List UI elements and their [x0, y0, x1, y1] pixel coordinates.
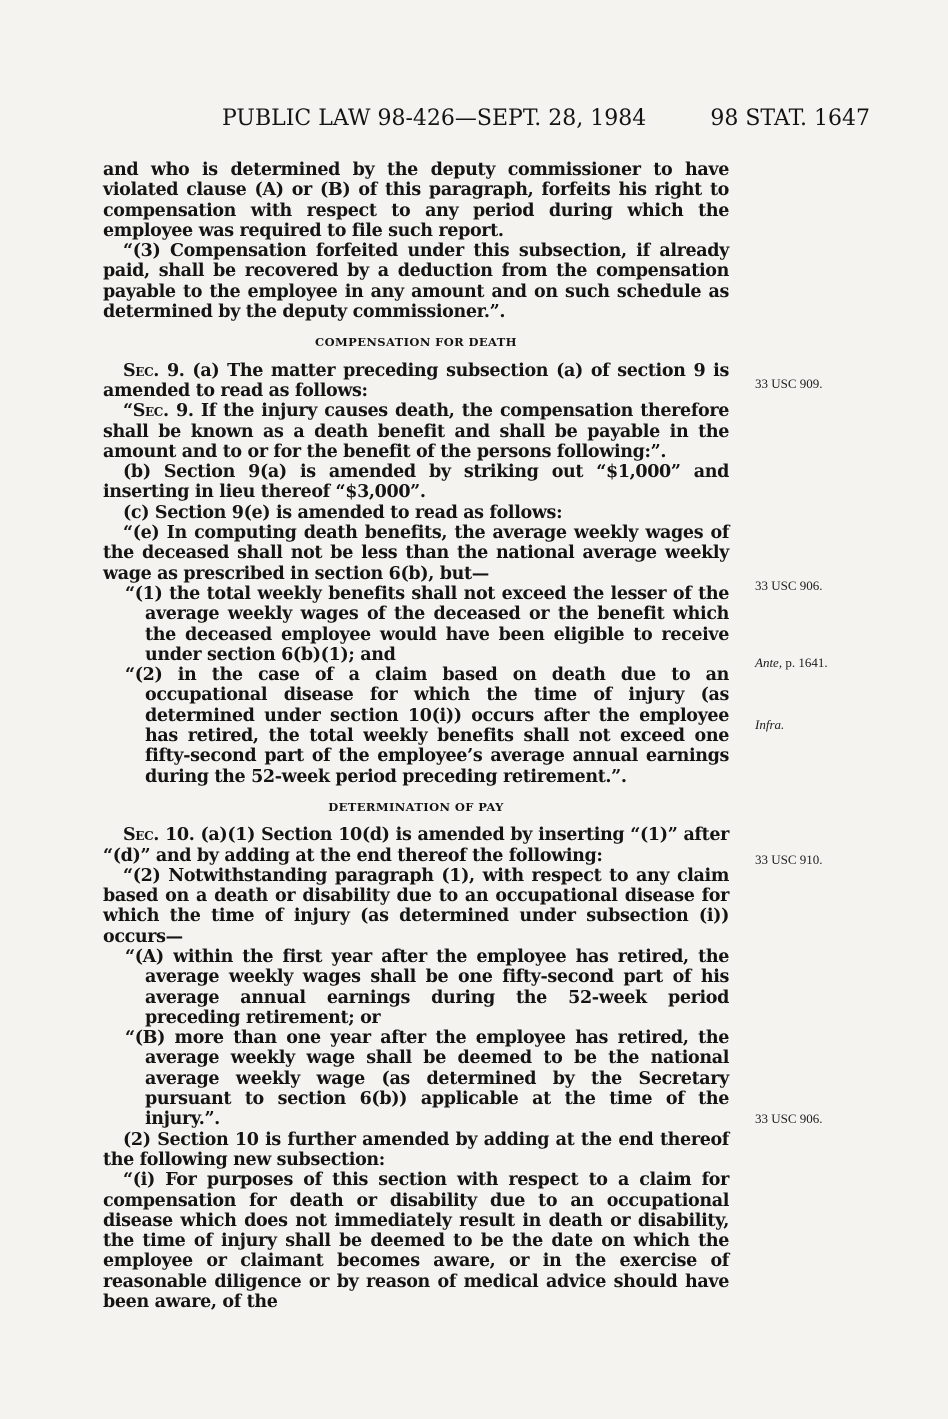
paragraph-sec-9-quoted — [103, 401, 729, 462]
paragraph-notwithstanding: “(2) Notwithstanding paragraph (1), with respect to any claim based on a death or disability due to an occupational disease for which the time of injury (as determined under subsection (i)) occurs— — [103, 865, 729, 947]
paragraph-subsection-i: “(i) For purposes of this section with respect to a claim for compensation for death or disability due to an occupational disease which does not immediately result in death or disability, the time of injury shall be deemed to be the date on which the employee or claimant becomes aware, or in the exercise of reasonable diligence or by reason of medical advice should have been aware, of the — [103, 1170, 729, 1313]
clause-1 — [125, 583, 729, 665]
ante-label: Ante, — [755, 655, 783, 670]
margin-note-ante — [755, 655, 828, 671]
sec-text: 9. (a) The matter preceding subsection (a) of section 9 is amended to read as follows: — [103, 360, 729, 401]
sec-text: 10. (a)(1) Section 10(d) is amended by inserting “(1)” after “(d)” and by adding at the end thereof the following: — [103, 825, 729, 866]
paragraph-continuation: and who is determined by the deputy commissioner to have violated clause (A) or (B) of this paragraph, forfeits his right to compensation with respect to any period during which the employee was required to file such report. — [103, 160, 729, 241]
paragraph-sec-10-2: (2) Section 10 is further amended by adding at the end thereof the following new subsection: — [103, 1129, 729, 1170]
margin-note-infra: Infra. — [755, 717, 785, 732]
running-head-title: PUBLIC LAW 98-426—SEPT. 28, 1984 — [222, 106, 647, 131]
margin-note-33-usc-906-b: 33 USC 906. — [755, 1111, 823, 1126]
sec-text: 9. If the injury causes death, the compensation therefore shall be known as a death benefit and shall be payable in the amount and to or for the benefit of the persons following:”. — [103, 401, 729, 462]
statute-body — [103, 160, 729, 1312]
ante-page: p. 1641. — [782, 655, 828, 670]
clause-2 — [125, 665, 729, 787]
margin-note-33-usc-910: 33 USC 910. — [755, 852, 823, 867]
clause-b — [125, 1028, 729, 1130]
paragraph-sec-9c: (c) Section 9(e) is amended to read as follows: — [123, 502, 563, 523]
clause-text: “(2) in the case of a claim based on death due to an occupational disease for which the time of injury (as determined under section 10(i)) occurs after the employee has retired, the total weekly benefits shall not exceed one fifty-second part of the employee’s average annual earnings during the 52-week period preceding retirement.”. — [125, 665, 729, 787]
clause-text: “(1) the total weekly benefits shall not exceed the lesser of the average weekly wages of the deceased or the benefit which the deceased employee would have been eligible to receive under section 6(b)(1); and — [125, 583, 729, 665]
margin-note-33-usc-906: 33 USC 906. — [755, 578, 823, 593]
sec-label: Sec. — [132, 401, 169, 422]
open-quote: “ — [123, 401, 133, 422]
clause-a — [125, 946, 729, 1028]
clause-text: “(B) more than one year after the employee has retired, the average weekly wage shall be deemed to be the national average weekly wage (as determined by the Secretary pursuant to section 6(b)) applicable at the time of the injury.”. — [125, 1028, 729, 1130]
margin-note-33-usc-909: 33 USC 909. — [755, 376, 823, 391]
sec-label: Sec. — [123, 360, 160, 381]
paragraph-sec-10a — [103, 825, 729, 866]
section-heading-compensation-for-death: COMPENSATION FOR DEATH — [315, 335, 517, 350]
paragraph-sec-9b: (b) Section 9(a) is amended by striking out “$1,000” and inserting in lieu thereof “$3,000”. — [103, 462, 729, 503]
paragraph-sec-9a — [103, 361, 729, 402]
clause-text: “(A) within the first year after the employee has retired, the average weekly wages shall be one fifty-second part of his average annual earnings during the 52-week period preceding retirement; or — [125, 946, 729, 1028]
paragraph-forfeiture: “(3) Compensation forfeited under this subsection, if already paid, shall be recovered by a deduction from the compensation payable to the employee in any amount and on such schedule as determined by the deputy commissioner.”. — [103, 241, 729, 323]
paragraph-sec-9e: “(e) In computing death benefits, the average weekly wages of the deceased shall not be less than the national average weekly wage as prescribed in section 6(b), but— — [103, 523, 729, 584]
section-heading-determination-of-pay: DETERMINATION OF PAY — [328, 799, 504, 814]
statute-page-number: 98 STAT. 1647 — [710, 106, 870, 131]
sec-label: Sec. — [123, 825, 160, 846]
